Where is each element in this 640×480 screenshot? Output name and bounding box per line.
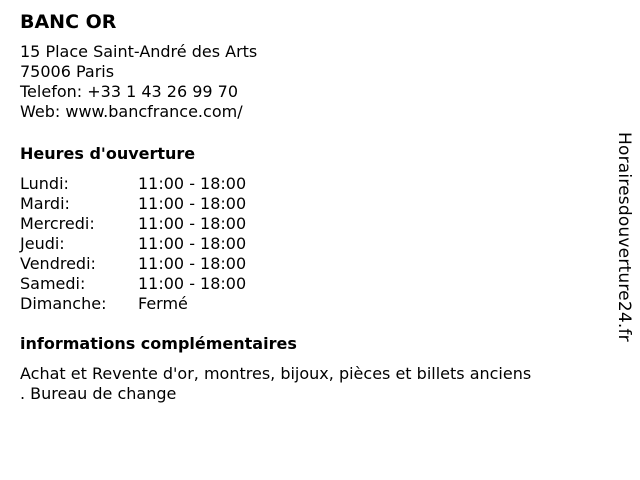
hours-time: Fermé	[138, 294, 188, 313]
hours-day: Jeudi:	[20, 234, 65, 253]
additional-info-title: informations complémentaires	[20, 334, 297, 353]
hours-row-friday	[20, 254, 600, 274]
hours-time: 11:00 - 18:00	[138, 214, 247, 233]
address-line-city: 75006 Paris	[20, 62, 115, 81]
hours-day: Dimanche:	[20, 294, 107, 313]
hours-day: Samedi:	[20, 274, 86, 293]
hours-time: 11:00 - 18:00	[138, 234, 247, 253]
hours-row-saturday	[20, 274, 600, 294]
hours-time: 11:00 - 18:00	[138, 194, 247, 213]
web-line: Web: www.bancfrance.com/	[20, 102, 243, 121]
hours-day: Lundi:	[20, 174, 69, 193]
site-watermark: Horairesdouverture24.fr	[614, 132, 634, 342]
hours-row-tuesday	[20, 194, 600, 214]
hours-time: 11:00 - 18:00	[138, 274, 247, 293]
additional-info-text	[20, 364, 600, 404]
opening-hours-title: Heures d'ouverture	[20, 144, 196, 163]
hours-day: Vendredi:	[20, 254, 96, 273]
hours-day: Mardi:	[20, 194, 70, 213]
hours-day: Mercredi:	[20, 214, 95, 233]
business-card	[20, 10, 600, 404]
hours-row-sunday	[20, 294, 600, 314]
hours-row-monday	[20, 174, 600, 194]
hours-time: 11:00 - 18:00	[138, 254, 247, 273]
additional-info-line: Achat et Revente d'or, montres, bijoux, pièces et billets anciens	[20, 364, 532, 383]
hours-row-thursday	[20, 234, 600, 254]
phone-line: Telefon: +33 1 43 26 99 70	[20, 82, 239, 101]
opening-hours-list	[20, 174, 600, 314]
business-name: BANC OR	[20, 11, 117, 33]
hours-time: 11:00 - 18:00	[138, 174, 247, 193]
hours-row-wednesday	[20, 214, 600, 234]
additional-info-line: . Bureau de change	[20, 384, 177, 403]
address-line-street: 15 Place Saint-André des Arts	[20, 42, 258, 61]
